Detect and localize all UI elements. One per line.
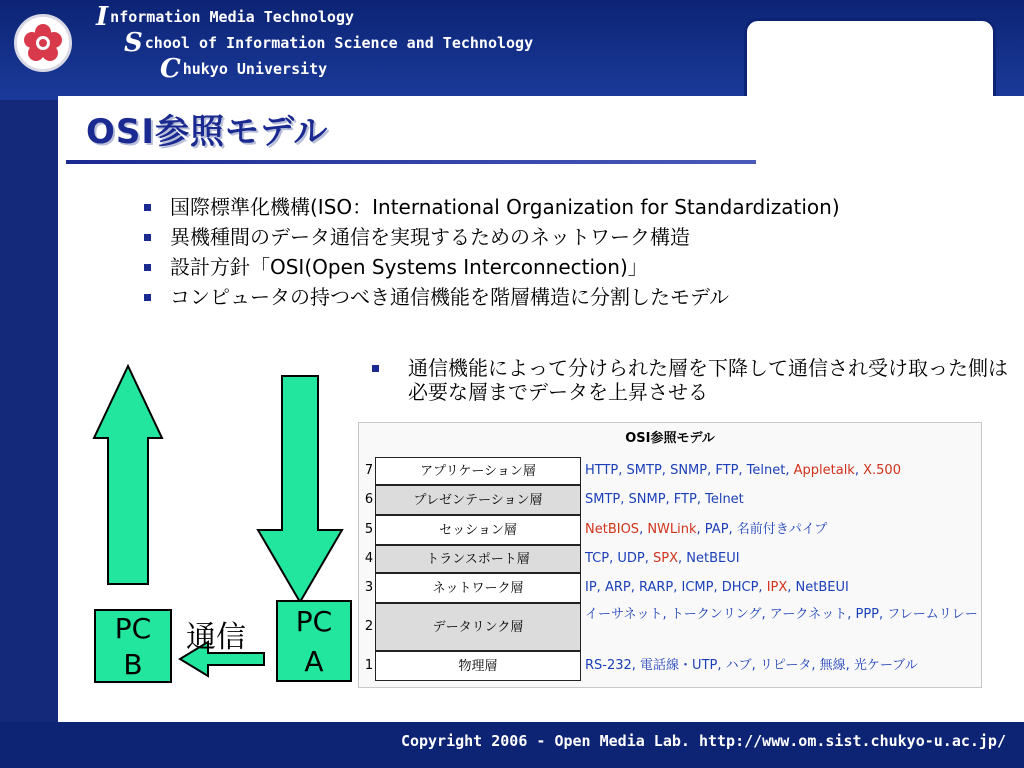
school-name	[96, 4, 533, 82]
osi-row-layer-6	[359, 485, 983, 515]
protocol-text[interactable]: HTTP	[585, 463, 619, 478]
pc-b-box: PC B	[94, 609, 172, 683]
protocol-text[interactable]: SNMP	[670, 463, 708, 478]
protocol-link-red[interactable]: NetBIOS	[585, 522, 640, 537]
layer-number: 6	[364, 492, 374, 507]
bullet-item: 設計方針「OSI(Open Systems Interconnection)」	[140, 252, 840, 282]
title-underline	[66, 160, 756, 164]
protocol-text: ,	[639, 522, 648, 537]
osi-row-layer-2	[359, 603, 983, 651]
protocol-link-red[interactable]: X.500	[863, 463, 901, 478]
school-line-2: School of Information Science and Technology	[124, 28, 534, 58]
protocol-link-red[interactable]: NWLink	[647, 522, 697, 537]
up-arrow	[94, 366, 162, 584]
protocol-text[interactable]: SMTP	[626, 463, 662, 478]
layer-protocols	[585, 656, 979, 676]
protocol-link-red[interactable]: SPX	[653, 551, 678, 566]
layer-protocols	[585, 549, 979, 569]
protocol-text[interactable]: SMTP, SNMP, FTP, Telnet	[585, 492, 744, 507]
osi-model-table	[358, 422, 982, 688]
protocol-text: ,	[738, 463, 747, 478]
protocol-text[interactable]: IP, ARP, RARP, ICMP, DHCP,	[585, 580, 767, 595]
protocol-text[interactable]: , PAP, 名前付きパイプ	[696, 522, 828, 537]
layer-protocols	[585, 520, 979, 540]
osi-row-layer-4	[359, 545, 983, 573]
osi-table-caption: OSI参照モデル	[625, 431, 715, 446]
protocol-link-red[interactable]: IPX	[766, 580, 788, 595]
layer-number: 4	[364, 551, 374, 566]
plum-blossom-icon	[23, 23, 63, 63]
bullet-item: 異機種間のデータ通信を実現するためのネットワーク構造	[140, 222, 840, 252]
protocol-text[interactable]: , NetBEUI	[678, 551, 740, 566]
protocol-text: ,	[618, 463, 627, 478]
bullet-item: コンピュータの持つべき通信機能を階層構造に分割したモデル	[140, 282, 840, 312]
protocol-link-red[interactable]: Appletalk	[793, 463, 855, 478]
university-logo	[14, 14, 72, 72]
layer-protocols	[585, 578, 979, 598]
layer-number: 7	[364, 463, 374, 478]
osi-row-layer-3	[359, 573, 983, 603]
layer-name: セッション層	[375, 515, 581, 545]
copyright-text: Copyright 2006 - Open Media Lab. http://www.om.sist.chukyo-u.ac.jp/	[400, 732, 1006, 750]
protocol-text[interactable]: Telnet	[746, 463, 786, 478]
protocol-text[interactable]: FTP	[715, 463, 739, 478]
protocol-text: ,	[707, 463, 716, 478]
protocol-text[interactable]: , NetBEUI	[787, 580, 849, 595]
layer-name: アプリケーション層	[375, 457, 581, 485]
down-arrow	[258, 376, 342, 602]
layer-name: ネットワーク層	[375, 573, 581, 603]
layer-protocols	[585, 605, 979, 625]
bullet-item: 国際標準化機構(ISO：International Organization for Standardization)	[140, 192, 840, 222]
protocol-text: ,	[661, 463, 671, 478]
protocol-text[interactable]: イーサネット, トークンリング, アークネット, PPP, フレームリレー	[585, 607, 978, 622]
bullet-list	[140, 192, 840, 312]
protocol-text[interactable]: RS-232, 電話線・UTP, ハブ, リピータ, 無線, 光ケーブル	[585, 658, 918, 673]
layer-protocols	[585, 461, 979, 481]
layer-number: 1	[364, 658, 374, 673]
pc-a-box: PC A	[276, 600, 352, 682]
layer-name: データリンク層	[375, 603, 581, 651]
protocol-text[interactable]: TCP, UDP,	[585, 551, 653, 566]
layer-number: 5	[364, 522, 374, 537]
side-bullet: 通信機能によって分けられた層を下降して通信され受け取った側は必要な層までデータを上昇させる	[370, 356, 1010, 404]
layer-protocols	[585, 490, 979, 510]
slide-title: OSI参照モデル	[86, 112, 329, 152]
layer-number: 3	[364, 580, 374, 595]
layer-name: トランスポート層	[375, 545, 581, 573]
layer-name: 物理層	[375, 651, 581, 681]
osi-row-layer-5	[359, 515, 983, 545]
school-line-1: Information Media Technology	[96, 2, 355, 32]
protocol-text: ,	[854, 463, 864, 478]
protocol-text: ,	[785, 463, 794, 478]
osi-row-layer-7	[359, 457, 983, 485]
communication-label: 通信	[186, 620, 246, 655]
school-line-3: Chukyo University	[160, 54, 328, 84]
osi-row-layer-1	[359, 651, 983, 681]
layer-name: プレゼンテーション層	[375, 485, 581, 515]
layer-number: 2	[364, 619, 374, 634]
